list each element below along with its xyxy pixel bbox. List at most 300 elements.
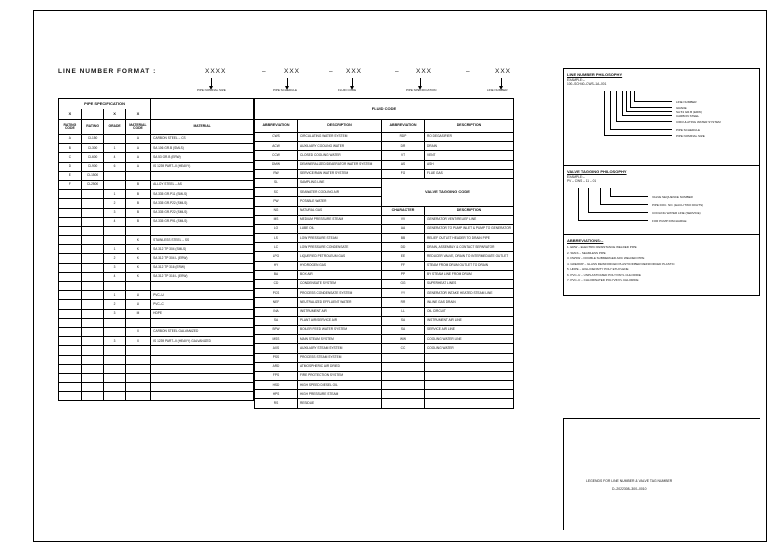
spec-cell: [59, 245, 82, 254]
fluid-row: [255, 390, 514, 399]
side-panel: [563, 68, 760, 296]
spec-cell: [81, 190, 104, 199]
spec-cell: [81, 282, 104, 291]
fluid-cell: HPS: [255, 390, 298, 399]
fluid-cell: SA: [382, 316, 425, 325]
leader-line: [604, 91, 605, 135]
spec-row: [59, 245, 254, 254]
leader-line: [634, 101, 672, 102]
spec-cell: CARBON STEEL – CS: [151, 135, 254, 144]
spec-cell: B: [125, 208, 151, 217]
valve-tag-label: FOR PUMP DISCHARGE: [652, 218, 687, 223]
line-number-philosophy: [564, 69, 759, 166]
fluid-cell: [382, 390, 425, 399]
spec-cell: [151, 364, 254, 373]
fluid-row: [255, 252, 514, 261]
spec-row: [59, 272, 254, 281]
spec-header: RATING: [81, 120, 104, 135]
fluid-cell: ATMOSPHERIC AIR DRIED: [297, 362, 381, 371]
spec-header: RATING CODE: [59, 120, 82, 135]
fluid-cell: CLOSED COOLING WATER: [297, 151, 381, 160]
philosophy-label: SA 53 GR.B (ERW): [676, 109, 702, 114]
valve-tag-label: VALVE SEQUENCE NUMBER: [652, 194, 693, 199]
fluid-cell: SA: [382, 325, 425, 334]
spec-cell: X: [125, 337, 151, 346]
fluid-header: DESCRIPTION: [424, 120, 513, 133]
fluid-cell: PW: [255, 197, 298, 206]
fluid-row: [255, 289, 514, 298]
spec-cell: K: [125, 236, 151, 245]
format-arrow: [501, 78, 502, 87]
fluid-row: [255, 206, 514, 215]
leader-line: [604, 135, 672, 136]
fluid-cell: GENERATOR INTAKE HEATED STEAM LINE: [424, 289, 513, 298]
spec-row: [59, 180, 254, 189]
spec-cell: [59, 327, 82, 336]
spec-cell: SA 335 GR.P22 (SMLS): [151, 208, 254, 217]
fluid-cell: FIRE PROTECTION SYSTEM: [297, 371, 381, 380]
abbrev-title: ABBREVIATIONS:–: [567, 238, 604, 243]
fluid-cell: AXS: [255, 344, 298, 353]
fluid-row: [255, 270, 514, 279]
spec-cell: [125, 373, 151, 382]
spec-cell: SA 312 TP 304 (SMLS): [151, 245, 254, 254]
fluid-cell: SUPERHEAT LINES: [424, 280, 513, 289]
valve-tag-label: COOLING WATER LINE (SERVICE): [652, 210, 701, 215]
spec-cell: 2: [104, 199, 125, 208]
spec-row: [59, 217, 254, 226]
fluid-row: [255, 178, 514, 187]
spec-cell: 2: [104, 300, 125, 309]
fluid-cell: RDP: [382, 133, 425, 142]
format-code: XXX: [416, 68, 433, 75]
fluid-cell: CC: [382, 344, 425, 353]
spec-cell: ALLOY STEEL – AS: [151, 180, 254, 189]
fluid-cell: LL: [382, 307, 425, 316]
spec-cell: B: [59, 144, 82, 153]
philosophy-label: CIRCULATING WATER SYSTEM: [676, 119, 721, 124]
spec-cell: [104, 180, 125, 189]
fluid-row: [255, 353, 514, 362]
fluid-row: [255, 371, 514, 380]
leader-line: [578, 188, 579, 220]
fluid-cell: [382, 399, 425, 408]
fluid-cell: CCW: [255, 151, 298, 160]
fluid-cell: GENERATOR TO PUMP INLET & PUMP TO GENERATOR: [424, 224, 513, 233]
fluid-cell: HIGH SPEED DIESEL OIL: [297, 381, 381, 390]
spec-row: [59, 318, 254, 327]
fluid-cell: [424, 371, 513, 380]
spec-row: [59, 226, 254, 235]
fluid-cell: REDUCER VALVE, DRAIN TO INTERMEDIATE OUTLET: [424, 252, 513, 261]
fluid-cell: CD: [255, 280, 298, 289]
spec-row: [59, 236, 254, 245]
valve-tagging-philosophy: [564, 166, 759, 235]
spec-cell: [59, 392, 82, 401]
leader-line: [610, 188, 611, 196]
spec-cell: [81, 337, 104, 346]
fluid-header: ABBREVIATION: [255, 120, 298, 133]
spec-cell: U: [125, 291, 151, 300]
spec-cell: [81, 327, 104, 336]
spec-cell: [151, 346, 254, 355]
leader-line: [622, 115, 672, 116]
spec-cell: [59, 355, 82, 364]
valve-tag-code-title: VALVE TAGGING CODE: [382, 178, 514, 206]
spec-cell: [151, 373, 254, 382]
spec-cell: K: [125, 245, 151, 254]
fluid-cell: LOW PRESSURE STEAM: [297, 234, 381, 243]
x-mark: X: [59, 109, 82, 120]
spec-cell: [104, 392, 125, 401]
fluid-cell: VT: [382, 151, 425, 160]
spec-row: [59, 383, 254, 392]
spec-cell: CL2500: [81, 180, 104, 189]
spec-cell: A: [125, 144, 151, 153]
spec-row: [59, 364, 254, 373]
spec-row: [59, 282, 254, 291]
fluid-cell: BOILER FEED WATER SYSTEM: [297, 325, 381, 334]
fluid-cell: SERVICE/RAW WATER SYSTEM: [297, 169, 381, 178]
fluid-cell: MEDIUM PRESSURE STEAM: [297, 215, 381, 224]
fluid-cell: AUXILIARY COOLING WATER: [297, 142, 381, 151]
spec-cell: B: [125, 190, 151, 199]
fluid-cell: COOLING WATER: [424, 344, 513, 353]
spec-cell: [104, 135, 125, 144]
spec-cell: [125, 282, 151, 291]
spec-cell: HDPE: [151, 309, 254, 318]
spec-cell: [81, 272, 104, 281]
fluid-cell: DEMINERALIZED/DEAERATOR WATER SYSTEM: [297, 160, 381, 169]
fluid-cell: LO: [255, 224, 298, 233]
leader-line: [634, 91, 635, 101]
fluid-row: [255, 307, 514, 316]
valve-tag-example: PV – CWS – 11 – 01: [567, 179, 597, 183]
abbrev-item: 4. GRE/FRP – GLASS REINFORCED PLASTIC/FIBER REINFORCED PLASTIC: [567, 261, 675, 266]
fluid-code-table: [254, 98, 514, 409]
fluid-row: [255, 362, 514, 371]
spec-cell: [104, 346, 125, 355]
fluid-cell: SL: [255, 178, 298, 187]
valve-tag-title: VALVE TAGGING PHILOSOPHY: [567, 169, 627, 174]
format-arrow: [420, 78, 421, 87]
valve-tag-header: CHARACTER: [382, 206, 425, 215]
fluid-cell: YY: [382, 289, 425, 298]
fluid-cell: LUBE OIL: [297, 224, 381, 233]
spec-cell: SA 312 TP 316 L (ERW): [151, 272, 254, 281]
spec-header: GRADE: [104, 120, 125, 135]
spec-cell: CL1500: [81, 171, 104, 180]
format-caption: PIPE NOMINAL SIZE: [197, 88, 226, 92]
spec-cell: X: [125, 327, 151, 336]
legend-title: LEGENDS FOR LINE NUMBER & VALVE TAG NUMBER: [586, 479, 673, 483]
spec-cell: [104, 282, 125, 291]
fluid-cell: EE: [382, 252, 425, 261]
fluid-cell: [424, 381, 513, 390]
valve-tag-example-label: EXAMPLE:–: [567, 175, 585, 179]
fluid-cell: NEUTRALIZED EFFLUENT WATER: [297, 298, 381, 307]
spec-cell: E: [59, 171, 82, 180]
spec-cell: [59, 199, 82, 208]
spec-cell: [59, 272, 82, 281]
fluid-cell: LPG: [255, 252, 298, 261]
fluid-cell: POTABLE WATER: [297, 197, 381, 206]
fluid-cell: SERVICE AIR LINE: [424, 325, 513, 334]
fluid-cell: [382, 353, 425, 362]
spec-cell: 4: [104, 272, 125, 281]
spec-cell: [125, 364, 151, 373]
fluid-cell: [382, 381, 425, 390]
fluid-row: [255, 243, 514, 252]
spec-cell: [81, 254, 104, 263]
spec-cell: CARBON STEEL GALVANIZED: [151, 327, 254, 336]
fluid-cell: RELIEF OUTLET HEADER TO DRAIN PIPE: [424, 234, 513, 243]
fluid-row: [255, 335, 514, 344]
fluid-cell: SC: [255, 188, 298, 197]
spec-cell: 2: [104, 254, 125, 263]
spec-row: [59, 327, 254, 336]
fluid-cell: HY: [255, 261, 298, 270]
fluid-cell: [424, 362, 513, 371]
spec-cell: [59, 190, 82, 199]
abbrev-item: 1. ERW – ELECTRIC RESISTANCE WELDED PIPE: [567, 245, 637, 249]
format-code: XXX: [346, 68, 363, 75]
philosophy-example-label: EXAMPLE:–: [567, 78, 585, 82]
valve-tag-header: DESCRIPTION: [424, 206, 513, 215]
fluid-cell: ASH: [424, 160, 513, 169]
spec-cell: IS 1239 PART–II (HEAVY) GALVANIZED: [151, 337, 254, 346]
fluid-cell: DR: [382, 142, 425, 151]
fluid-cell: [424, 353, 513, 362]
spec-cell: [81, 355, 104, 364]
fluid-cell: CWS: [255, 133, 298, 142]
fluid-cell: RW: [255, 169, 298, 178]
fluid-cell: VENT: [424, 151, 513, 160]
fluid-cell: RESIDUE: [297, 399, 381, 408]
fluid-cell: [382, 362, 425, 371]
abbrev-item: 5. HDPE – HIGH DENSITY POLY ETHYLENE: [567, 267, 629, 271]
philosophy-label: PIPE SCHEDULE: [676, 127, 701, 132]
spec-cell: 4: [104, 153, 125, 162]
spec-cell: SA 106 GR.B (SMLS): [151, 144, 254, 153]
spec-cell: SA 312 TP 316 (ERW): [151, 263, 254, 272]
spec-header: MATERIAL CODE: [125, 120, 151, 135]
fluid-cell: COOLING WATER LINE: [424, 335, 513, 344]
spec-cell: SA 53 GR.B (ERW): [151, 153, 254, 162]
x-mark: X: [125, 109, 151, 120]
fluid-cell: BY STEAM LINE FROM DRUM: [424, 270, 513, 279]
spec-row: [59, 373, 254, 382]
spec-cell: [104, 171, 125, 180]
fluid-cell: RS: [255, 399, 298, 408]
format-arrow: [211, 78, 212, 87]
spec-cell: PVC–C: [151, 300, 254, 309]
spec-cell: [81, 208, 104, 217]
fluid-cell: DRAIN: [424, 142, 513, 151]
fluid-cell: PCS: [255, 289, 298, 298]
legend-block: [563, 418, 760, 530]
spec-cell: [59, 364, 82, 373]
fluid-row: [255, 298, 514, 307]
spec-cell: [104, 383, 125, 392]
spec-cell: K: [125, 254, 151, 263]
spec-row: [59, 254, 254, 263]
spec-row: [59, 309, 254, 318]
fluid-cell: SA: [255, 316, 298, 325]
format-arrow: [352, 78, 353, 87]
spec-cell: [104, 373, 125, 382]
spec-cell: [59, 226, 82, 235]
leader-line: [578, 220, 648, 221]
fluid-cell: LS: [255, 234, 298, 243]
spec-cell: [151, 171, 254, 180]
spec-row: [59, 337, 254, 346]
spec-cell: [59, 263, 82, 272]
format-dash: –: [395, 68, 399, 75]
spec-row: [59, 144, 254, 153]
spec-cell: [81, 373, 104, 382]
spec-cell: [81, 300, 104, 309]
fluid-cell: [382, 371, 425, 380]
spec-cell: [59, 318, 82, 327]
fluid-cell: DMW: [255, 160, 298, 169]
fluid-header: ABBREVIATION: [382, 120, 425, 133]
philosophy-title: LINE NUMBER PHILOSOPHY: [567, 72, 623, 77]
spec-cell: A: [125, 162, 151, 171]
fluid-cell: LC: [255, 243, 298, 252]
fluid-row: [255, 234, 514, 243]
spec-row: [59, 199, 254, 208]
fluid-row: [255, 169, 514, 178]
spec-cell: [104, 226, 125, 235]
format-title: LINE NUMBER FORMAT :: [58, 68, 157, 75]
fluid-cell: STEAM FROM DRUM OUTLET TO DRAIN: [424, 261, 513, 270]
format-caption: PIPE SPECIFICATION: [406, 88, 437, 92]
spec-cell: 6: [104, 162, 125, 171]
leader-line: [610, 129, 672, 130]
spec-cell: SA 312 TP 304 L (ERW): [151, 254, 254, 263]
spec-cell: [104, 236, 125, 245]
pipe-spec-title: PIPE SPECIFICATION: [59, 99, 151, 110]
leader-line: [610, 91, 611, 129]
fluid-row: [255, 261, 514, 270]
spec-cell: [81, 318, 104, 327]
fluid-cell: RR: [382, 298, 425, 307]
format-caption: PIPE SCHEDULE: [273, 88, 298, 92]
spec-cell: SA 335 GR.P91 (SMLS): [151, 217, 254, 226]
spec-cell: F: [59, 180, 82, 189]
spec-cell: [125, 226, 151, 235]
spec-cell: [59, 236, 82, 245]
fluid-cell: PLANT AIR/SERVICE AIR: [297, 316, 381, 325]
spec-cell: CL900: [81, 162, 104, 171]
fluid-cell: HYDROGEN GAS: [297, 261, 381, 270]
fluid-cell: [424, 399, 513, 408]
valve-tag-label: PIPE DOC. NO. (EACH TWO DIGITS): [652, 202, 704, 207]
fluid-cell: AUXILIARY STEAM SYSTEM: [297, 344, 381, 353]
fluid-cell: PP: [382, 270, 425, 279]
spec-row: [59, 190, 254, 199]
spec-cell: [59, 309, 82, 318]
format-caption: FLUID CODE: [338, 88, 357, 92]
spec-cell: [59, 254, 82, 263]
fluid-row: [255, 399, 514, 408]
leader-line: [600, 188, 601, 204]
fluid-row: [255, 142, 514, 151]
fluid-cell: VV: [382, 215, 425, 224]
philosophy-label: LINE NUMBER: [676, 99, 697, 104]
leader-line: [630, 107, 672, 108]
fluid-cell: [424, 390, 513, 399]
leader-line: [588, 188, 589, 212]
fluid-cell: INLINE GAS DRAIN: [424, 298, 513, 307]
drawing-number: D–2022308–300–0010: [612, 487, 647, 491]
spec-cell: A: [125, 135, 151, 144]
philosophy-label: GRADE: [676, 105, 687, 110]
leader-line: [610, 196, 648, 197]
spec-cell: [125, 383, 151, 392]
fluid-cell: CIRCULATING WATER SYSTEM: [297, 133, 381, 142]
spec-cell: 3: [104, 337, 125, 346]
spec-cell: [81, 364, 104, 373]
abbrev-item: 6. PVC–U – UNPLASTICIZED POLYVINYL CHLORIDE: [567, 272, 641, 277]
spec-cell: D: [59, 162, 82, 171]
fluid-cell: WW: [382, 335, 425, 344]
abbrev-item: 3. DWSW – DOUBLE SUBMERGED ARC WELDED PIPE: [567, 256, 645, 260]
spec-header: MATERIAL: [151, 120, 254, 135]
spec-cell: [81, 263, 104, 272]
spec-cell: [59, 282, 82, 291]
fluid-cell: INA: [255, 307, 298, 316]
spec-cell: [104, 318, 125, 327]
spec-cell: B: [125, 180, 151, 189]
spec-cell: [104, 364, 125, 373]
fluid-cell: RO DEGASIFIER: [424, 133, 513, 142]
spec-row: [59, 162, 254, 171]
fluid-row: [255, 133, 514, 142]
fluid-cell: NG: [255, 206, 298, 215]
spec-cell: [59, 217, 82, 226]
spec-row: [59, 171, 254, 180]
fluid-cell: AA: [382, 224, 425, 233]
fluid-cell: BFW: [255, 325, 298, 334]
format-dash: –: [329, 68, 333, 75]
philosophy-label: PIPE NOMINAL SIZE: [676, 133, 705, 138]
x-mark: X: [104, 109, 125, 120]
spec-cell: [125, 171, 151, 180]
spec-cell: A: [125, 153, 151, 162]
fluid-cell: HSD: [255, 381, 298, 390]
spec-cell: [81, 199, 104, 208]
leader-line: [626, 111, 672, 112]
fluid-cell: BOX AIR: [297, 270, 381, 279]
fluid-cell: NEF: [255, 298, 298, 307]
fluid-row: [255, 151, 514, 160]
fluid-cell: FG: [382, 169, 425, 178]
spec-cell: [81, 217, 104, 226]
spec-cell: 4: [104, 217, 125, 226]
spec-cell: SA 335 GR.P11 (SMLS): [151, 190, 254, 199]
fluid-row: [255, 316, 514, 325]
abbreviations: [564, 235, 759, 295]
spec-cell: [125, 318, 151, 327]
spec-cell: [151, 226, 254, 235]
spec-cell: [125, 392, 151, 401]
fluid-row: [255, 224, 514, 233]
fluid-row: [255, 325, 514, 334]
spec-cell: [151, 282, 254, 291]
leader-line: [630, 91, 631, 107]
